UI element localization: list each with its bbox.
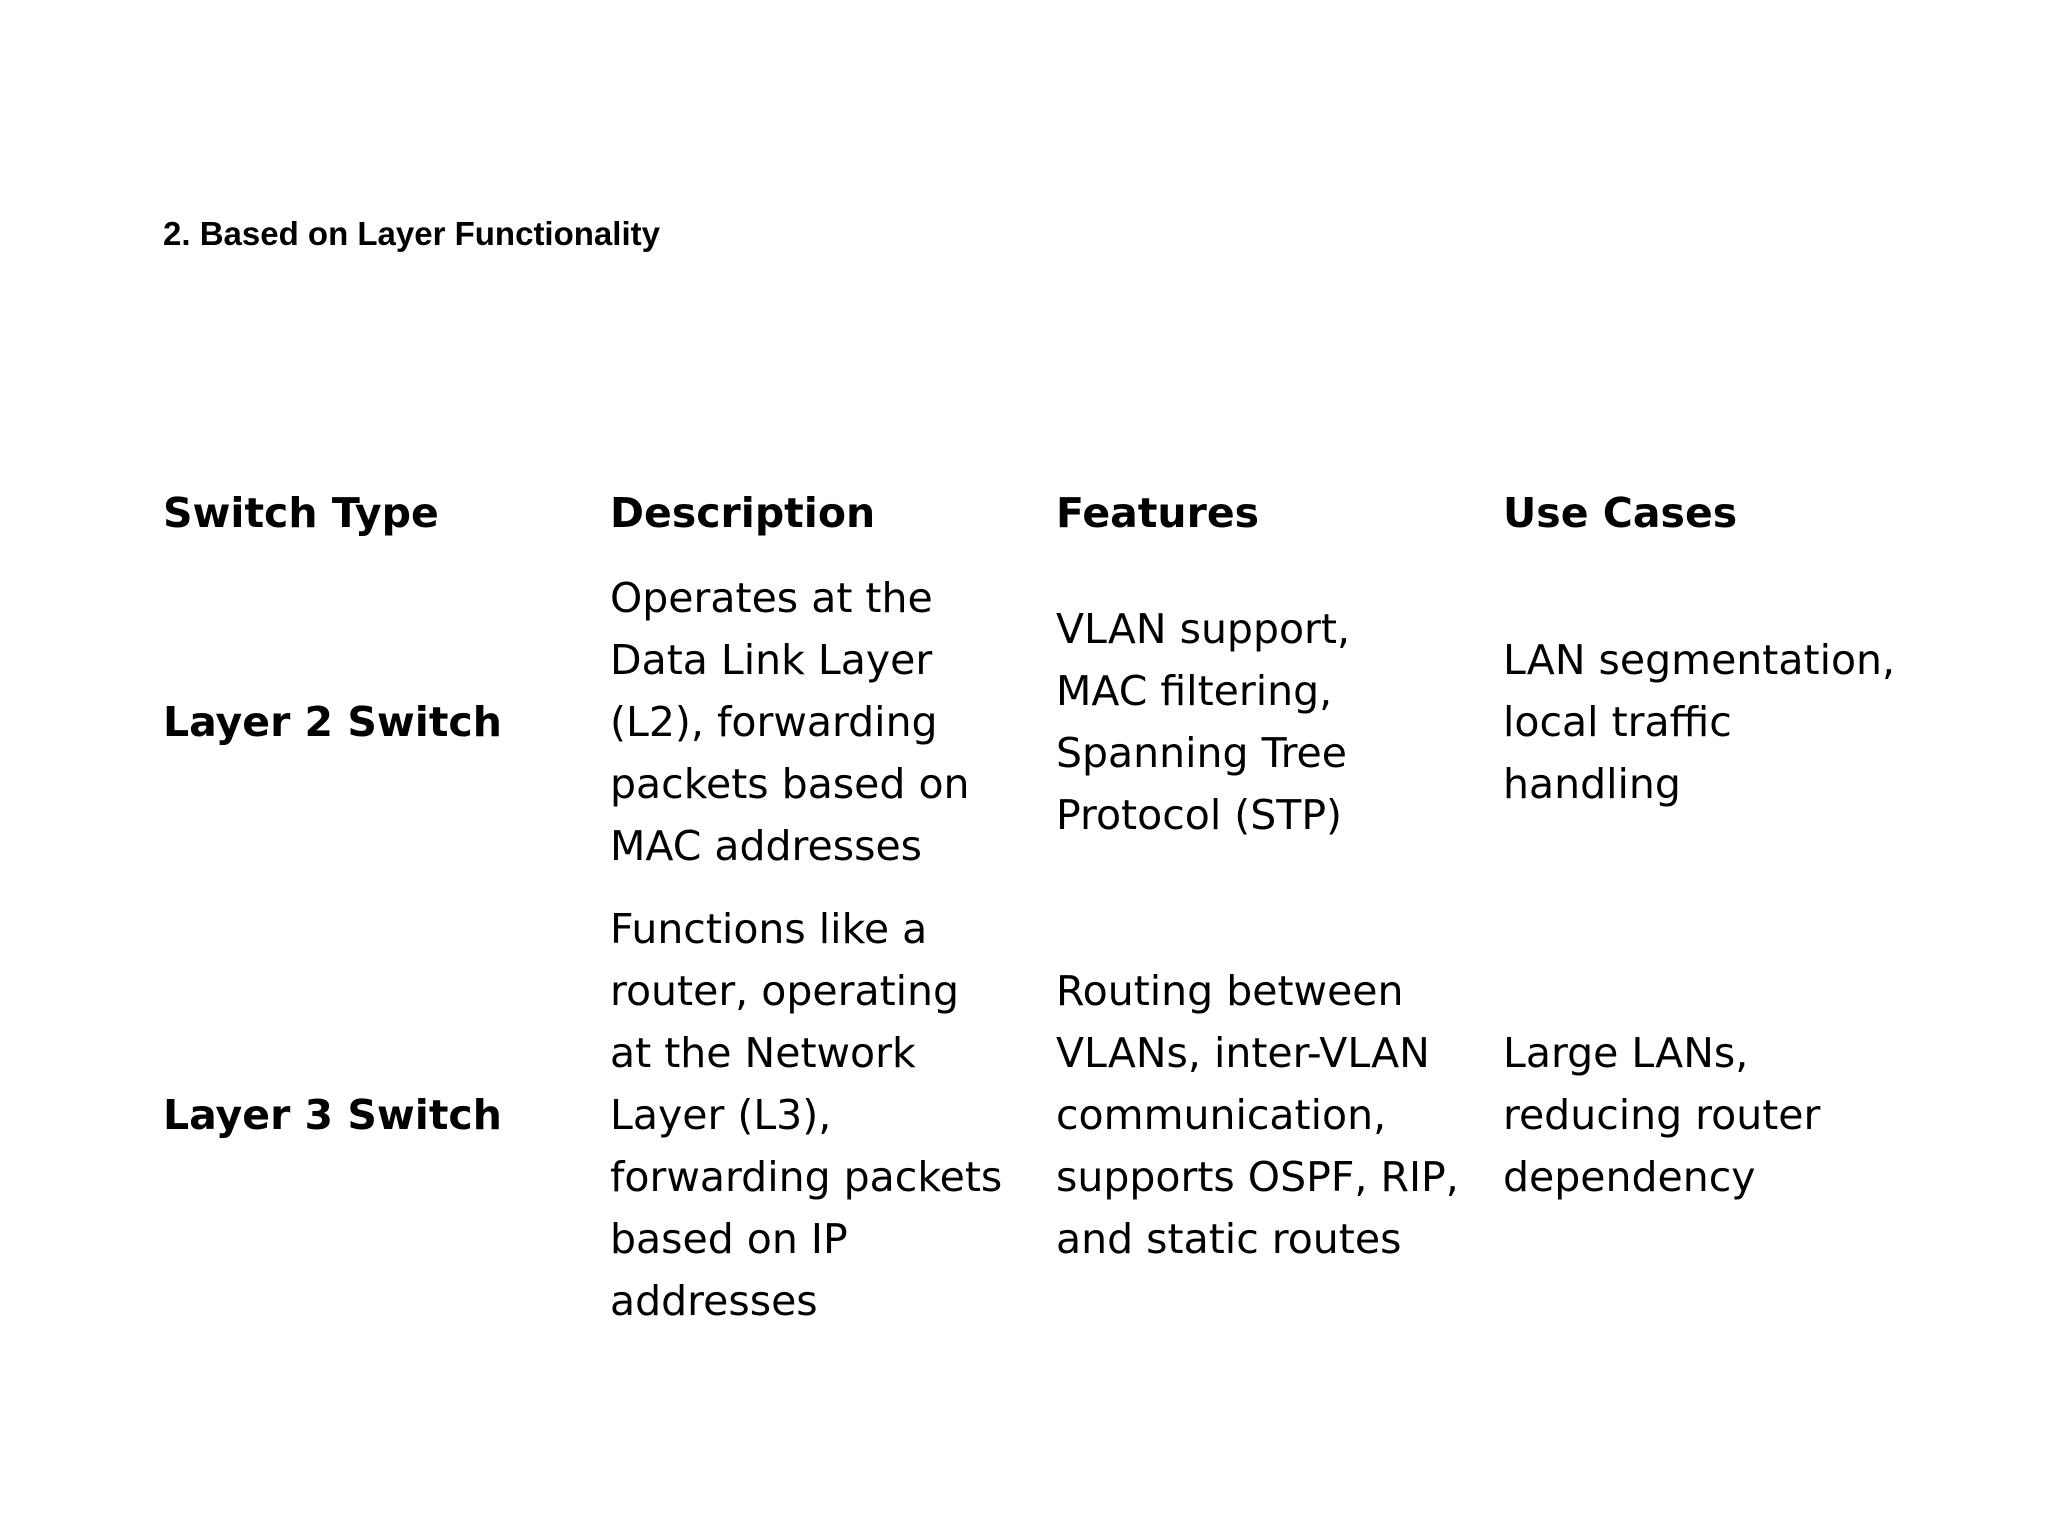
cell-switch-type-text: Layer 3 Switch [163, 1091, 502, 1139]
header-description: Description [610, 489, 876, 537]
cell-use-cases-text: LAN segmentation, local traffic handling [1503, 636, 1896, 808]
slide-title: 2. Based on Layer Functionality [163, 215, 660, 252]
header-switch-type: Switch Type [163, 489, 439, 537]
cell-description-text: Functions like a router, operating at the Network Layer (L3), forwarding packets based on IP addresses [610, 905, 1003, 1325]
cell-use-cases-text: Large LANs, reducing router dependency [1503, 1029, 1821, 1201]
header-features: Features [1056, 489, 1260, 537]
cell-description-text: Operates at the Data Link Layer (L2), forwarding packets based on MAC addresses [610, 574, 970, 870]
header-use-cases: Use Cases [1503, 489, 1738, 537]
cell-switch-type-text: Layer 2 Switch [163, 698, 502, 746]
cell-features-text: Routing between VLANs, inter-VLAN communication, supports OSPF, RIP, and static routes [1056, 967, 1459, 1263]
cell-features-text: VLAN support, MAC filtering, Spanning Tree Protocol (STP) [1056, 605, 1351, 839]
